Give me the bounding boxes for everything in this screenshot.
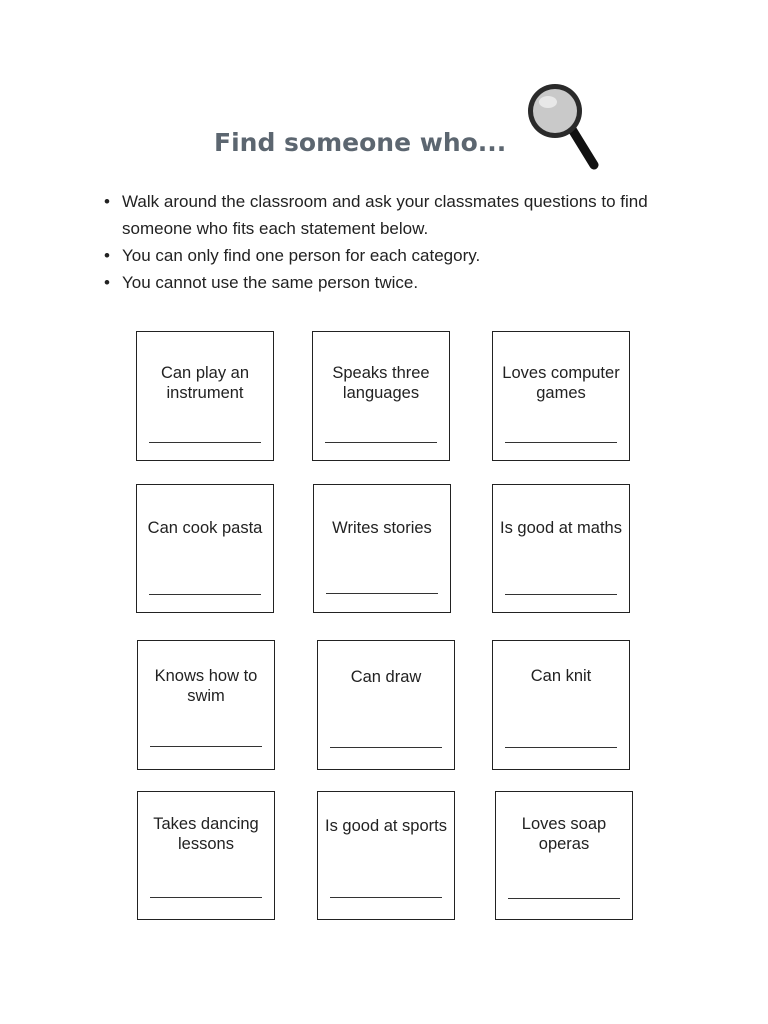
answer-line[interactable]: [505, 747, 617, 748]
card-speaks-three-languages: [312, 331, 450, 461]
card-takes-dancing-lessons: [137, 791, 275, 920]
card-label: Is good at sports: [325, 817, 447, 835]
answer-line[interactable]: [508, 898, 620, 899]
card-writes-stories: [313, 484, 451, 613]
card-label: Writes stories: [332, 519, 432, 537]
answer-line[interactable]: [326, 593, 438, 594]
instruction-text: Walk around the classroom and ask your classmates questions to find someone who fits each statement below.: [122, 192, 648, 238]
card-can-draw: [317, 640, 455, 770]
instruction-item: [104, 242, 694, 269]
card-is-good-at-sports: [317, 791, 455, 920]
card-can-knit: [492, 640, 630, 770]
card-label: Can cook pasta: [147, 519, 263, 537]
card-label: Knows how to swim: [154, 667, 258, 705]
instruction-text: You cannot use the same person twice.: [122, 273, 419, 292]
bullet: •: [104, 246, 110, 265]
bullet: •: [104, 192, 110, 211]
card-can-play-an-instrument: [136, 331, 274, 461]
card-label: Loves computer games: [502, 364, 620, 402]
card-label: Can play an instrument: [160, 364, 250, 402]
answer-line[interactable]: [150, 897, 262, 898]
card-loves-computer-games: [492, 331, 630, 461]
page-title: Find someone who...: [214, 128, 507, 157]
card-knows-how-to-swim: [137, 640, 275, 770]
answer-line[interactable]: [330, 897, 442, 898]
instruction-item: [104, 188, 694, 242]
instruction-text: You can only find one person for each category.: [122, 246, 481, 265]
magnifying-glass-icon: [524, 80, 604, 172]
card-label: Can knit: [530, 667, 592, 685]
card-loves-soap-operas: [495, 791, 633, 920]
answer-line[interactable]: [505, 594, 617, 595]
card-can-cook-pasta: [136, 484, 274, 613]
card-label: Speaks three languages: [332, 364, 430, 402]
answer-line[interactable]: [325, 442, 437, 443]
bullet: •: [104, 273, 110, 292]
instruction-item: [104, 269, 694, 296]
answer-line[interactable]: [150, 746, 262, 747]
card-label: Takes dancing lessons: [153, 815, 259, 853]
answer-line[interactable]: [505, 442, 617, 443]
instructions-list: [104, 188, 694, 296]
card-is-good-at-maths: [492, 484, 630, 613]
card-label: Can draw: [350, 668, 422, 686]
answer-line[interactable]: [149, 594, 261, 595]
answer-line[interactable]: [330, 747, 442, 748]
card-label: Loves soap operas: [521, 815, 607, 853]
card-label: Is good at maths: [500, 519, 622, 537]
answer-line[interactable]: [149, 442, 261, 443]
